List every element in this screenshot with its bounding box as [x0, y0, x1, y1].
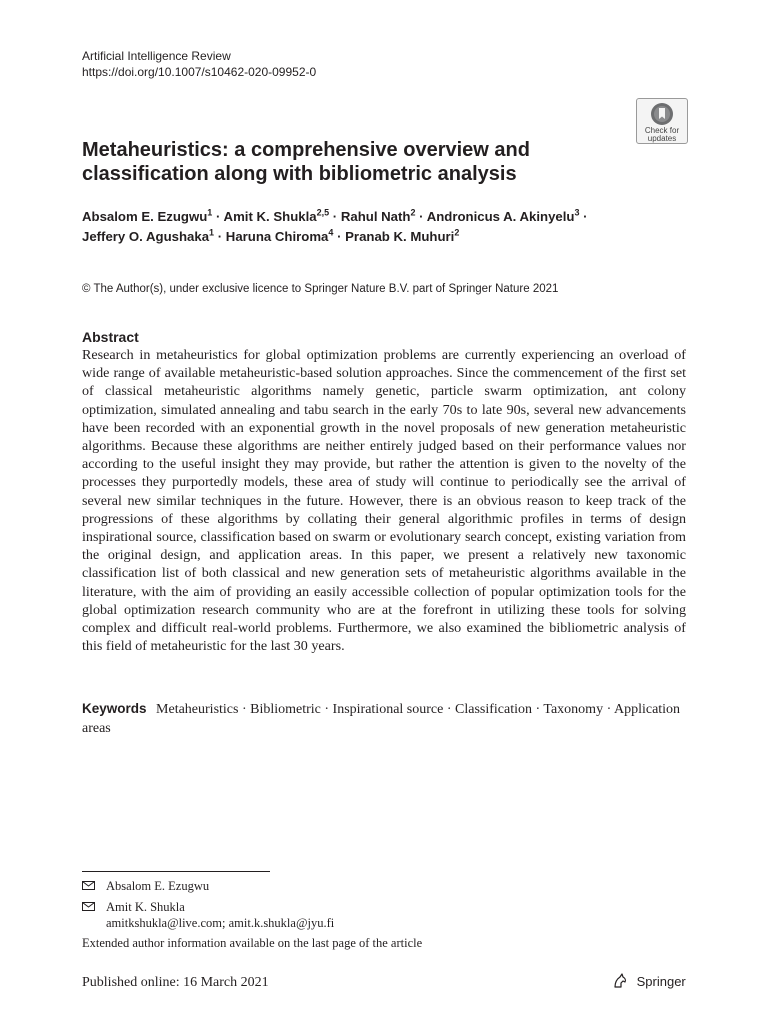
author-name: Haruna Chiroma: [225, 229, 329, 244]
publication-date: Published online: 16 March 2021: [82, 975, 269, 990]
author-affiliation: 4: [328, 227, 334, 238]
author-name: Amit K. Shukla: [223, 209, 317, 224]
copyright-notice: © The Author(s), under exclusive licence to Springer Nature B.V. part of Springer Nature 2021: [82, 283, 559, 295]
author: [82, 229, 214, 244]
author: [341, 209, 416, 224]
author-affiliation: 1: [207, 207, 213, 218]
journal-header: [82, 48, 316, 80]
keywords-label: Keywords: [82, 701, 147, 716]
publisher-logo: [612, 973, 686, 989]
author-affiliation: 3: [574, 207, 580, 218]
author-affiliation: 2: [410, 207, 416, 218]
keywords: [82, 700, 686, 738]
abstract-text: Research in metaheuristics for global optimization problems are currently experiencing an overload of wide range of available metaheuristic-based solution approaches. Since the commencement of the first set of classical metaheuristic algorithms namely genetic, particle swarm optimization, ant colony optimization, simulated annealing and tabu search in the early 70s to late 90s, several new advancements have been recorded with an exponential growth in the novel proposals of new generation metaheuristic algorithms. Because these algorithms are neither entirely judged based on their performance values nor according to the useful insight they may provide, but rather the attention is given to the novelty of the processes they purportedly models, these area of study will continue to periodically see the arrival of several new similar techniques in the future. However, there is an obvious reason to keep track of the progressions of these algorithms by collating their general algorithmic profiles in terms of design inspirational source, classification based on swarm or evolutionary search concept, existing variation from the original design, and application areas. In this paper, we present a relatively new taxonomic classification list of both classical and new generation sets of metaheuristic algorithms available in the literature, with the aim of providing an easily accessible collection of popular optimization tools for the global optimization research community who are at the forefront in utilizing these tools for solving complex and difficult real-world problems. Furthermore, we also examined the bibliometric analysis of this field of metaheuristic for the last 30 years.: [82, 347, 686, 655]
author-separator: ·: [415, 209, 427, 224]
author-list: [82, 207, 682, 247]
author: [82, 209, 212, 224]
author-separator: ·: [214, 229, 226, 244]
badge-line-1: Check for: [644, 126, 680, 135]
author-separator: ·: [329, 209, 341, 224]
author-name: Pranab K. Muhuri: [345, 229, 455, 244]
author: [224, 209, 330, 224]
author: [427, 209, 580, 224]
author: [345, 229, 459, 244]
badge-line-2: updates: [647, 134, 677, 143]
author: [226, 229, 334, 244]
contact-name: Absalom E. Ezugwu: [106, 879, 210, 893]
author-name: Jeffery O. Agushaka: [82, 229, 210, 244]
author-affiliation: 2: [454, 227, 460, 238]
springer-horse-icon: [612, 973, 628, 989]
author-name: Andronicus A. Akinyelu: [426, 209, 575, 224]
keywords-list: Metaheuristics · Bibliometric · Inspirational source · Classification · Taxonomy · Application areas: [82, 702, 681, 736]
bookmark-icon: [650, 102, 674, 126]
contact-name: Amit K. Shukla: [106, 900, 185, 914]
envelope-icon: [82, 902, 95, 911]
author-affiliation: 2,5: [316, 207, 330, 218]
check-for-updates-badge[interactable]: [636, 98, 688, 144]
footnote-divider: [82, 871, 270, 872]
author-affiliation: 1: [209, 227, 215, 238]
author-name: Absalom E. Ezugwu: [82, 209, 208, 224]
author-separator: ·: [212, 209, 224, 224]
journal-name: Artificial Intelligence Review: [82, 49, 231, 63]
publisher-name: Springer: [636, 974, 686, 989]
doi-link[interactable]: https://doi.org/10.1007/s10462-020-09952-0: [82, 65, 317, 79]
envelope-icon: [82, 881, 95, 890]
contact-email[interactable]: amitkshukla@live.com; amit.k.shukla@jyu.fi: [106, 916, 335, 930]
article-title: Metaheuristics: a comprehensive overview and classification along with bibliometric analysis: [82, 139, 530, 185]
author-name: Rahul Nath: [340, 209, 411, 224]
extended-author-info: Extended author information available on the last page of the article: [82, 936, 423, 950]
abstract-heading: Abstract: [82, 329, 139, 345]
author-separator: ·: [333, 229, 346, 244]
author-separator: ·: [579, 209, 588, 224]
